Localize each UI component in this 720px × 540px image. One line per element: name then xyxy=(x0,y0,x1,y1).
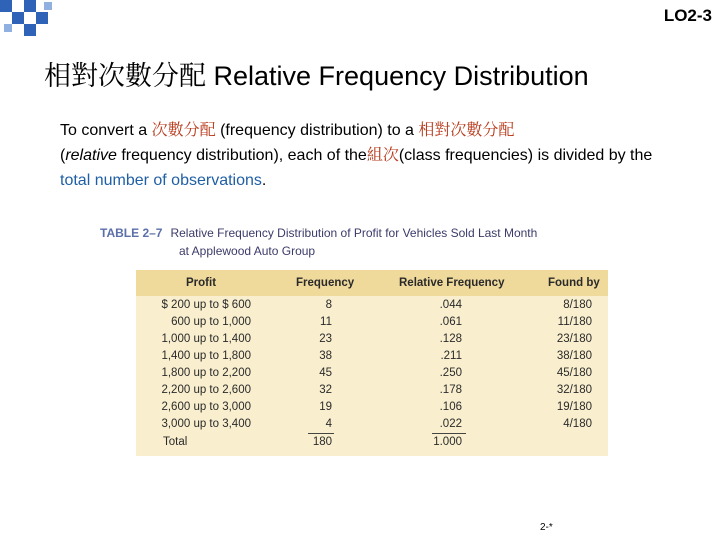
term-total-observations: total number of observations xyxy=(60,172,262,189)
column-header-frequency: Frequency xyxy=(296,277,355,289)
cell-profit: 1,800 up to 2,200 xyxy=(161,367,251,379)
cell-total-relative: 1.000 xyxy=(433,436,462,448)
cell-relative-frequency: .178 xyxy=(439,384,462,396)
cell-frequency: 8 xyxy=(325,299,332,311)
frequency-table xyxy=(136,270,608,456)
term-frequency-distribution-zh: 次數分配 xyxy=(151,122,216,139)
cell-profit: 3,000 up to 3,400 xyxy=(161,418,251,430)
page-number: 2-* xyxy=(540,522,553,533)
table-caption xyxy=(100,226,537,258)
slide-title: 相對次數分配 Relative Frequency Distribution xyxy=(44,61,589,91)
cell-frequency: 45 xyxy=(319,367,332,379)
cell-found-by: 11/180 xyxy=(557,316,592,328)
cell-total-frequency: 180 xyxy=(312,436,332,448)
cell-found-by: 8/180 xyxy=(563,299,592,311)
cell-found-by: 32/180 xyxy=(556,384,592,396)
cell-profit: 1,000 up to 1,400 xyxy=(161,333,251,345)
column-header-relative-frequency: Relative Frequency xyxy=(399,277,505,289)
body-text-segment: To convert a xyxy=(60,122,152,139)
body-text-segment: frequency distribution), each of the xyxy=(116,147,367,164)
cell-relative-frequency: .044 xyxy=(439,299,462,311)
column-header-profit: Profit xyxy=(186,277,217,289)
cell-found-by: 23/180 xyxy=(556,333,592,345)
cell-profit: $ 200 up to $ 600 xyxy=(161,299,251,311)
table-caption-line1: Relative Frequency Distribution of Profit for Vehicles Sold Last Month xyxy=(170,226,538,240)
cell-profit: 600 up to 1,000 xyxy=(171,316,251,328)
cell-frequency: 38 xyxy=(319,350,332,362)
cell-relative-frequency: .250 xyxy=(439,367,462,379)
cell-relative-frequency: .022 xyxy=(439,418,462,430)
cell-found-by: 38/180 xyxy=(556,350,592,362)
cell-frequency: 11 xyxy=(320,316,332,328)
sum-rule-frequency xyxy=(308,433,334,434)
cell-relative-frequency: .106 xyxy=(439,401,462,413)
cell-found-by: 45/180 xyxy=(556,367,592,379)
body-text-segment: (class frequencies) is divided by the xyxy=(398,147,653,164)
cell-total-label: Total xyxy=(163,436,188,448)
body-text-segment: (frequency distribution) to a xyxy=(215,122,419,139)
slide-body-text: To convert a 次數分配 (frequency distribution) to a 相對次數分配 (relative frequency distribution), each of the組次(class frequencies) is divided by the total number of observations. xyxy=(60,122,653,189)
cell-frequency: 23 xyxy=(319,333,332,345)
cell-relative-frequency: .061 xyxy=(439,316,462,328)
term-class-zh: 組次 xyxy=(366,147,399,164)
cell-found-by: 19/180 xyxy=(556,401,592,413)
cell-profit: 1,400 up to 1,800 xyxy=(161,350,251,362)
cell-profit: 2,200 up to 2,600 xyxy=(161,384,251,396)
cell-found-by: 4/180 xyxy=(563,418,592,430)
learning-objective-label: LO2-3 xyxy=(663,6,712,25)
cell-relative-frequency: .128 xyxy=(439,333,462,345)
italic-relative: relative xyxy=(65,147,117,164)
cell-frequency: 19 xyxy=(319,401,332,413)
table-caption-line2: at Applewood Auto Group xyxy=(179,244,316,258)
cell-frequency: 4 xyxy=(325,418,332,430)
corner-logo-icon xyxy=(0,0,56,40)
body-text-segment: . xyxy=(261,172,267,189)
cell-profit: 2,600 up to 3,000 xyxy=(161,401,251,413)
sum-rule-relative xyxy=(432,433,466,434)
term-relative-frequency-zh: 相對次數分配 xyxy=(418,122,515,139)
column-header-found-by: Found by xyxy=(548,277,600,289)
cell-frequency: 32 xyxy=(319,384,332,396)
table-number: TABLE 2–7 xyxy=(100,226,163,240)
cell-relative-frequency: .211 xyxy=(440,350,462,362)
table-header-row xyxy=(136,270,608,296)
